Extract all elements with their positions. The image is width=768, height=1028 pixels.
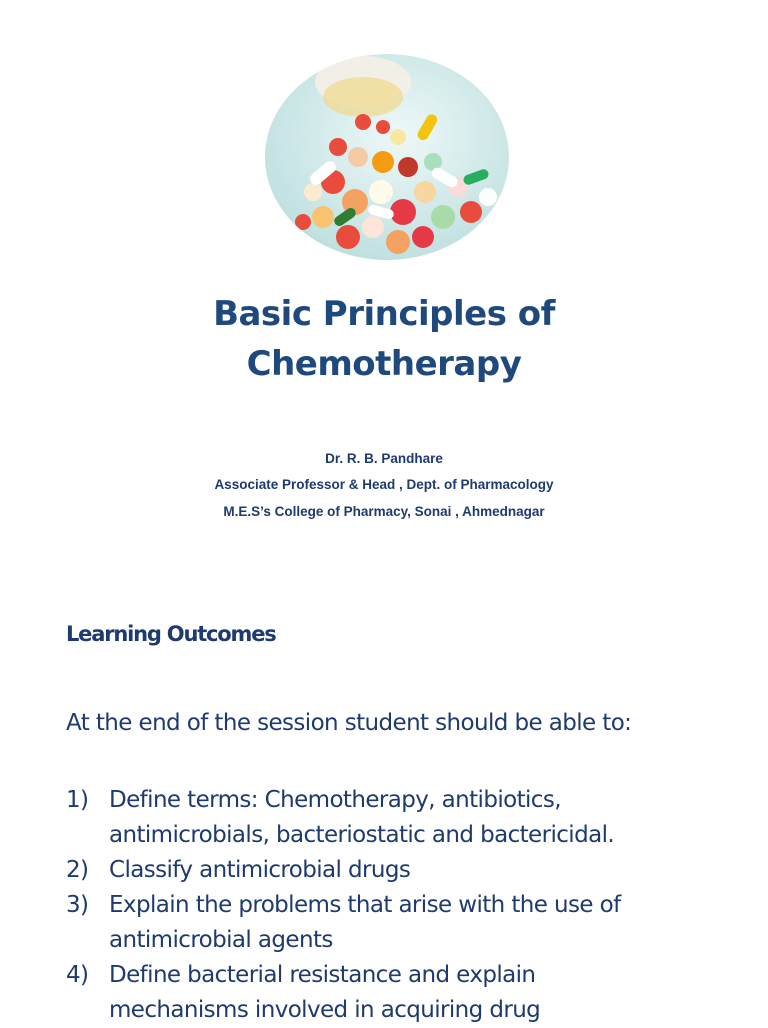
pills-photo-image: [263, 52, 511, 262]
list-item-number: 2): [66, 857, 89, 883]
list-item-text: Explain the problems that arise with the use of: [109, 892, 621, 918]
list-item-text: mechanisms involved in acquiring drug: [109, 997, 541, 1023]
learning-outcomes-heading: Learning Outcomes: [66, 622, 276, 646]
title-line-1: Basic Principles of: [213, 294, 555, 334]
list-item: [66, 783, 756, 853]
list-item: [66, 888, 756, 958]
list-item-text: Define terms: Chemotherapy, antibiotics,: [109, 787, 561, 813]
author-position: Associate Professor & Head , Dept. of Pharmacology: [214, 477, 554, 492]
list-item-number: 3): [66, 892, 89, 918]
list-item-text: antimicrobial agents: [109, 927, 333, 953]
list-item-text: Classify antimicrobial drugs: [109, 857, 411, 883]
list-item: [66, 958, 756, 1028]
learning-outcomes-list: [66, 783, 756, 1028]
list-item-text: Define bacterial resistance and explain: [109, 962, 536, 988]
list-item-number: 1): [66, 787, 89, 813]
learning-outcomes-intro: At the end of the session student should be able to:: [66, 710, 632, 736]
list-item-number: 4): [66, 962, 89, 988]
list-item: [66, 853, 756, 888]
author-institution: M.E.S’s College of Pharmacy, Sonai , Ahmednagar: [223, 504, 545, 519]
author-name: Dr. R. B. Pandhare: [325, 451, 443, 466]
list-item-text: antimicrobials, bacteriostatic and bactericidal.: [109, 822, 615, 848]
title-line-2: Chemotherapy: [246, 344, 522, 384]
